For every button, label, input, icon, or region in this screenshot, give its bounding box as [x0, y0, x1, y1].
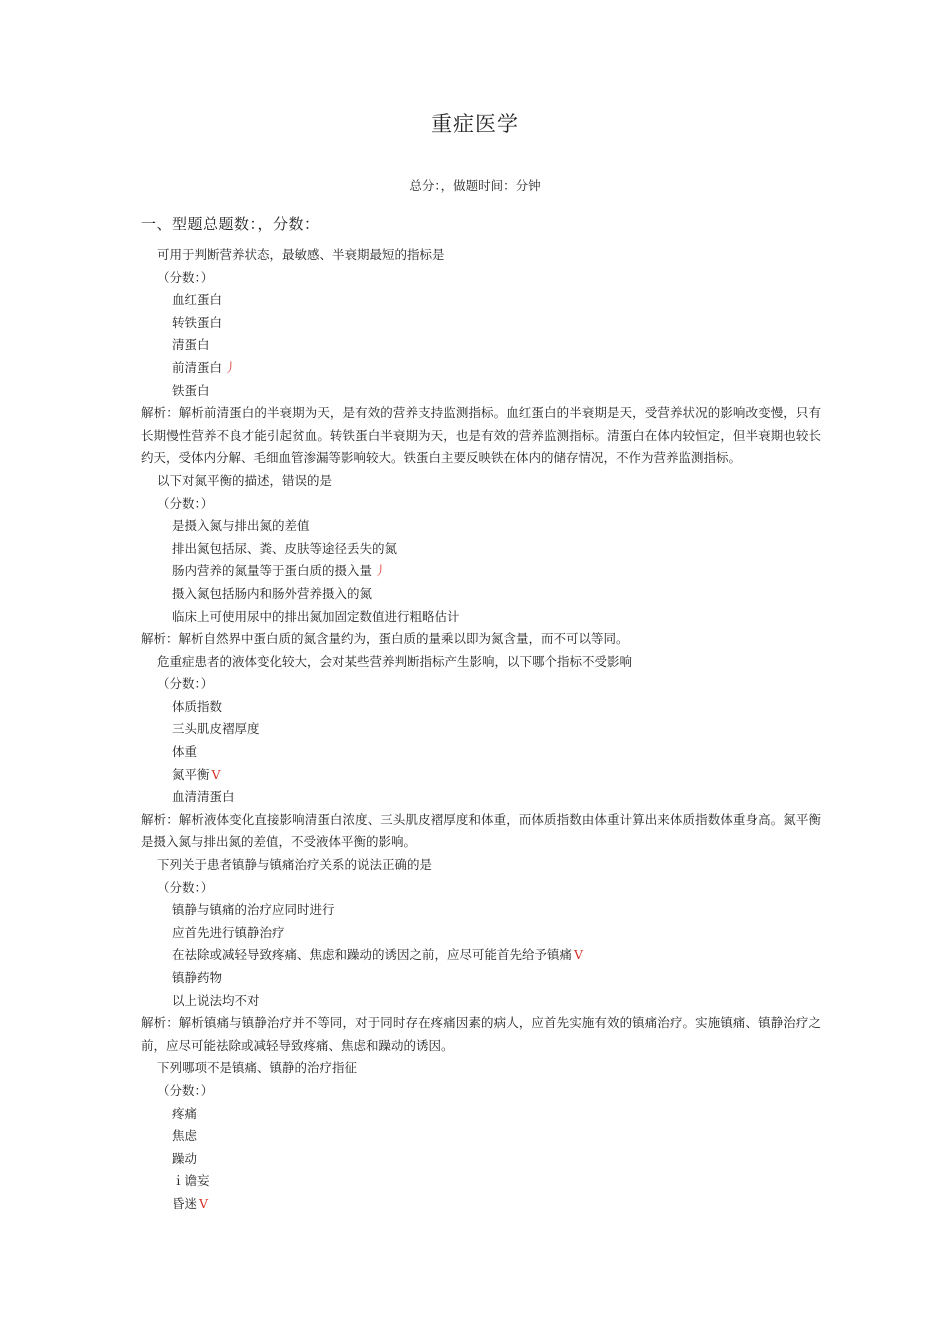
question-2 — [141, 470, 821, 651]
option-item — [141, 606, 821, 629]
option-text: 转铁蛋白 — [172, 314, 223, 330]
option-item — [141, 289, 821, 312]
option-item — [141, 1170, 821, 1193]
option-item — [141, 899, 821, 922]
question-explanation: 解析：解析液体变化直接影响清蛋白浓度、三头肌皮褶厚度和体重，而体质指数由体重计算出来体质指数体重身高。氮平衡是摄入氮与排出氮的差值，不受液体平衡的影响。 — [141, 811, 821, 850]
option-text: 清蛋白 — [172, 337, 210, 353]
option-item — [141, 380, 821, 403]
option-item — [141, 764, 821, 787]
option-item — [141, 1103, 821, 1126]
question-score: （分数：） — [157, 676, 214, 692]
answer-mark: V — [199, 1195, 209, 1211]
option-text: 铁蛋白 — [172, 382, 210, 398]
question-explanation: 解析：解析镇痛与镇静治疗并不等同，对于同时存在疼痛因素的病人，应首先实施有效的镇痛治疗。实施镇痛、镇静治疗之前，应尽可能祛除或减轻导致疼痛、焦虑和躁动的诱因。 — [141, 1015, 821, 1053]
option-item — [141, 538, 821, 561]
option-item — [141, 583, 821, 606]
option-text: 排出氮包括尿、粪、皮肤等途径丢失的氮 — [172, 540, 398, 556]
option-text: 疼痛 — [172, 1105, 198, 1121]
option-text: 镇静与镇痛的治疗应同时进行 — [172, 902, 335, 918]
option-text: 氮平衡 — [172, 766, 210, 782]
answer-mark: V — [211, 766, 221, 782]
question-score: （分数：） — [157, 879, 214, 895]
option-item — [141, 696, 821, 719]
option-item — [141, 786, 821, 809]
option-item — [141, 312, 821, 335]
page-title: 重症医学 — [431, 112, 519, 136]
option-item — [141, 718, 821, 741]
option-text: 摄入氮包括肠内和肠外营养摄入的氮 — [172, 585, 373, 601]
option-item — [141, 357, 821, 380]
option-text: 在祛除或减轻导致疼痛、焦虑和躁动的诱因之前，应尽可能首先给予镇痛 — [172, 947, 573, 963]
question-list — [141, 244, 821, 1216]
question-explanation: 解析：解析自然界中蛋白质的氮含量约为，蛋白质的量乘以即为氮含量，而不可以等同。 — [141, 631, 629, 647]
option-item — [141, 967, 821, 990]
answer-mark: 丿 — [224, 359, 237, 375]
option-text: 血红蛋白 — [172, 292, 223, 308]
option-text: 肠内营养的氮量等于蛋白质的摄入量 — [172, 563, 373, 579]
answer-mark: V — [574, 947, 584, 963]
option-text: 体重 — [172, 744, 198, 760]
option-text: 躁动 — [172, 1150, 198, 1166]
question-stem: 下列哪项不是镇痛、镇静的治疗指征 — [157, 1060, 358, 1076]
section-heading: 一、型题总题数：，分数： — [141, 215, 320, 233]
option-text: 体质指数 — [172, 698, 223, 714]
question-score: （分数：） — [157, 495, 214, 511]
option-item — [141, 922, 821, 945]
option-text: 临床上可使用尿中的排出氮加固定数值进行粗略估计 — [172, 608, 460, 624]
option-text: 是摄入氮与排出氮的差值 — [172, 518, 310, 534]
question-1 — [141, 244, 821, 470]
question-stem: 可用于判断营养状态，最敏感、半衰期最短的指标是 — [157, 247, 445, 262]
option-text: 以上说法均不对 — [172, 992, 260, 1008]
option-item — [141, 560, 821, 583]
question-3 — [141, 651, 821, 854]
option-item — [141, 1125, 821, 1148]
option-item — [141, 334, 821, 357]
question-explanation: 解析：解析前清蛋白的半衰期为天，是有效的营养支持监测指标。血红蛋白的半衰期是天，受营养状况的影响改变慢，只有长期慢性营养不良才能引起贫血。转铁蛋白半衰期为天，也是有效的营养监测指标。清蛋白在体内较恒定，但半衰期也较长约天，受体内分解、毛细血管渗漏等影响较大。铁蛋白主要反映铁在体内的储存情况，不作为营养监测指标。 — [141, 405, 821, 466]
exam-meta: 总分：，做题时间：分钟 — [409, 178, 541, 193]
option-text: 三头肌皮褶厚度 — [172, 721, 260, 737]
option-text: ｉ谵妄 — [172, 1173, 210, 1189]
question-5 — [141, 1057, 821, 1215]
option-item — [141, 990, 821, 1013]
option-text: 前清蛋白 — [172, 359, 223, 375]
question-score: （分数：） — [157, 269, 214, 285]
option-text: 应首先进行镇静治疗 — [172, 924, 285, 940]
question-4 — [141, 854, 821, 1057]
option-item — [141, 1193, 821, 1216]
option-item — [141, 515, 821, 538]
option-item — [141, 741, 821, 764]
option-text: 昏迷 — [172, 1195, 198, 1211]
question-stem: 以下对氮平衡的描述，错误的是 — [157, 472, 333, 488]
answer-mark: 丿 — [374, 563, 387, 579]
option-item — [141, 944, 821, 967]
option-item — [141, 1148, 821, 1171]
question-stem: 危重症患者的液体变化较大，会对某些营养判断指标产生影响，以下哪个指标不受影响 — [157, 653, 633, 669]
question-stem: 下列关于患者镇静与镇痛治疗关系的说法正确的是 — [157, 857, 433, 873]
question-score: （分数：） — [157, 1082, 214, 1098]
option-text: 焦虑 — [172, 1128, 198, 1144]
option-text: 血清清蛋白 — [172, 789, 235, 805]
option-text: 镇静药物 — [172, 970, 223, 985]
